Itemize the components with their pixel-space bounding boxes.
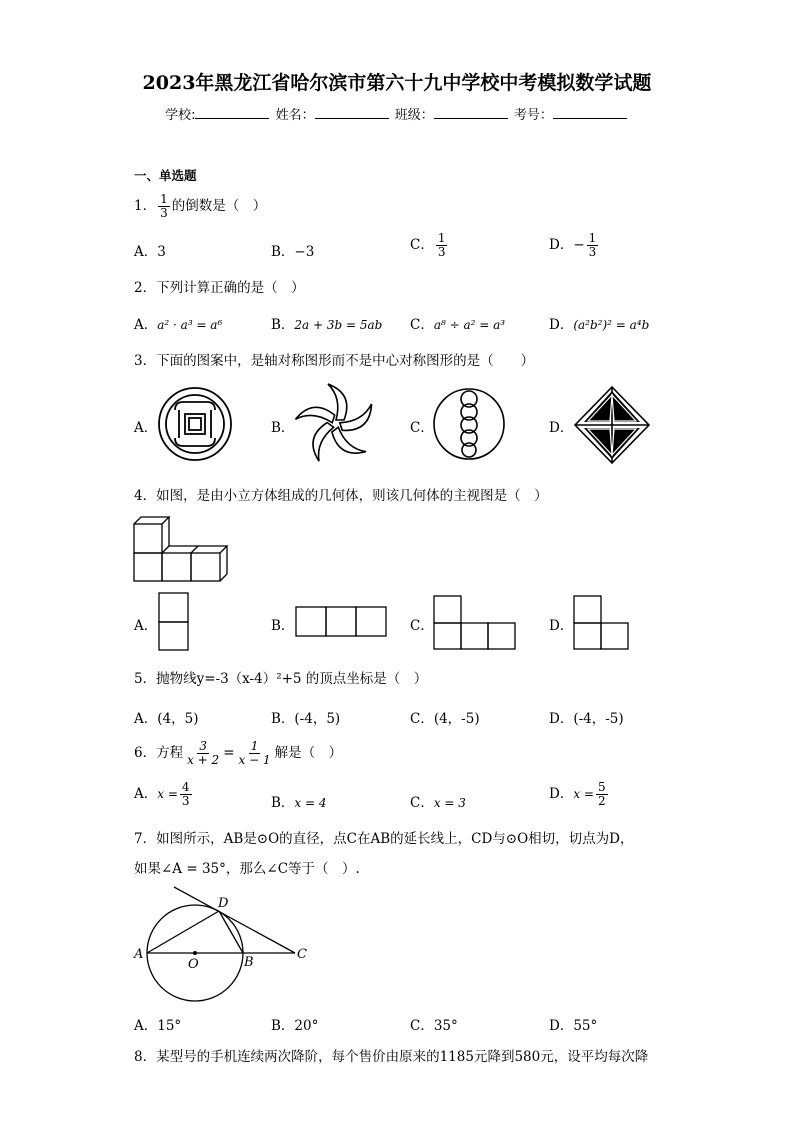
front-view-b <box>295 606 388 638</box>
option-label: C． <box>410 317 434 333</box>
student-info-line <box>0 104 794 123</box>
fraction <box>436 232 448 259</box>
q7-option-b[interactable]: B．20° <box>271 1018 319 1034</box>
math-expression: a² · a³ = a⁶ <box>157 318 223 332</box>
label-o: O <box>188 957 199 972</box>
label-b: B <box>244 955 254 970</box>
option-label: C． <box>410 795 434 811</box>
denominator: x − 1 <box>238 753 271 767</box>
q5-option-a[interactable]: A．(4，5) <box>134 711 199 727</box>
question-7-line-1: 7．如图所示，AB是⊙O的直径，点C在AB的延长线上，CD与⊙O相切，切点为D， <box>134 831 634 847</box>
numerator: 4 <box>181 780 190 794</box>
denominator: 3 <box>588 245 597 259</box>
q4-option-b-label[interactable]: B． <box>271 618 295 634</box>
option-label: C． <box>410 237 434 253</box>
q2-option-a[interactable] <box>134 313 222 333</box>
option-label: D． <box>549 786 574 802</box>
math-expression: a⁸ ÷ a² = a³ <box>433 318 506 332</box>
numerator: 1 <box>250 739 259 753</box>
q5-option-d[interactable]: D．(-4，-5) <box>549 711 624 727</box>
pinwheel-figure <box>296 383 376 465</box>
q3-option-c-label[interactable]: C． <box>410 420 434 436</box>
numerator: 1 <box>588 231 597 245</box>
q6-option-d[interactable] <box>549 781 610 808</box>
question-1 <box>134 193 266 220</box>
numerator: 3 <box>199 739 207 753</box>
math-expression: 2a + 3b = 5ab <box>294 318 383 332</box>
denominator: 3 <box>160 206 168 220</box>
question-8: 8．某型号的手机连续两次降阶，每个售价由原来的1185元降到580元，设平均每次降 <box>134 1049 649 1065</box>
q5-option-b[interactable]: B．(-4，5) <box>271 711 341 727</box>
q5-option-c[interactable]: C．(4，-5) <box>410 711 480 727</box>
exam-no-label: 考号： <box>513 108 553 123</box>
class-blank[interactable] <box>434 106 508 119</box>
school-label: 学校: <box>165 108 196 123</box>
fraction <box>587 232 599 259</box>
label-d: D <box>218 896 229 911</box>
q1-option-d[interactable] <box>549 232 600 259</box>
label-a: A <box>134 947 144 962</box>
cube-stack-figure <box>133 516 233 582</box>
q6-option-a[interactable] <box>134 781 194 808</box>
question-number: 1． <box>134 198 157 214</box>
question-2: 2．下列计算正确的是（ ） <box>134 280 305 296</box>
q4-option-d-label[interactable]: D． <box>549 618 574 634</box>
math-expression: x = 4 <box>294 796 327 810</box>
line-ad <box>147 911 219 953</box>
question-6 <box>134 740 342 767</box>
q1-option-a[interactable]: A．3 <box>134 244 166 260</box>
q7-option-d[interactable]: D．55° <box>549 1018 598 1034</box>
question-5: 5．抛物线y=-3（x-4）²+5 的顶点坐标是（ ） <box>134 671 428 687</box>
denominator: 3 <box>181 794 190 808</box>
q1-option-b[interactable]: B．−3 <box>271 244 315 260</box>
fraction <box>158 193 170 220</box>
q1-option-c[interactable] <box>410 232 449 259</box>
page-title: 2023年黑龙江省哈尔滨市第六十九中学校中考模拟数学试题 <box>142 72 652 94</box>
math-expression: (a²b²)² = a⁴b <box>573 318 650 332</box>
numerator: 5 <box>597 780 606 794</box>
circle-tangent-figure <box>130 884 315 1009</box>
option-label: B． <box>271 317 295 333</box>
right-fraction <box>237 740 273 767</box>
fraction <box>596 781 608 808</box>
option-label: B． <box>271 795 295 811</box>
q3-option-d-label[interactable]: D． <box>549 420 574 436</box>
q2-option-d[interactable] <box>549 313 649 333</box>
numerator: 1 <box>160 192 168 206</box>
option-label: D． <box>549 317 574 333</box>
question-7-line-2: 如果∠A = 35°，那么∠C等于（ ）. <box>134 861 360 877</box>
denominator: 2 <box>597 794 606 808</box>
section-heading: 一、单选题 <box>134 168 197 183</box>
q2-option-b[interactable] <box>271 313 382 333</box>
left-fraction <box>185 740 221 767</box>
question-text-end: 解是（ ） <box>274 745 343 761</box>
numerator: 1 <box>437 231 446 245</box>
q7-option-a[interactable]: A．15° <box>134 1018 182 1034</box>
option-label: A． <box>134 317 158 333</box>
question-text: 的倒数是（ ） <box>171 198 267 214</box>
q3-option-a-label[interactable]: A． <box>134 420 158 436</box>
school-blank[interactable] <box>195 106 269 119</box>
center-point <box>193 951 197 955</box>
q3-option-b-label[interactable]: B． <box>271 420 295 436</box>
fraction <box>180 781 192 808</box>
option-label: A． <box>134 786 158 802</box>
line-db <box>219 911 243 953</box>
class-label: 班级： <box>394 108 434 123</box>
q4-option-a-label[interactable]: A． <box>134 618 158 634</box>
option-label: D．− <box>549 237 585 253</box>
q4-option-c-label[interactable]: C． <box>410 618 434 634</box>
front-view-c <box>433 595 517 651</box>
front-view-a <box>158 592 190 652</box>
coin-figure <box>157 386 233 462</box>
question-3: 3．下面的图案中，是轴对称图形而不是中心对称图形的是（ ） <box>134 353 535 369</box>
q2-option-c[interactable] <box>410 313 505 333</box>
question-text: 6．方程 <box>134 745 184 761</box>
stacked-circles-figure <box>432 387 506 461</box>
name-label: 姓名： <box>275 108 315 123</box>
q7-option-c[interactable]: C．35° <box>410 1018 458 1034</box>
exam-no-blank[interactable] <box>553 106 627 119</box>
equals-sign: = <box>223 745 235 761</box>
front-view-d <box>573 595 631 651</box>
question-4: 4．如图，是由小立方体组成的几何体，则该几何体的主视图是（ ） <box>134 488 548 504</box>
variable: x = <box>157 787 178 801</box>
denominator: 3 <box>437 245 446 259</box>
denominator: x + 2 <box>187 753 220 767</box>
label-c: C <box>297 947 307 962</box>
math-expression: x = 3 <box>433 796 466 810</box>
variable: x = <box>573 787 594 801</box>
name-blank[interactable] <box>315 106 389 119</box>
q6-option-b[interactable] <box>271 791 327 811</box>
tangent-line <box>174 887 295 953</box>
q6-option-c[interactable] <box>410 791 466 811</box>
diamond-figure <box>574 386 650 464</box>
